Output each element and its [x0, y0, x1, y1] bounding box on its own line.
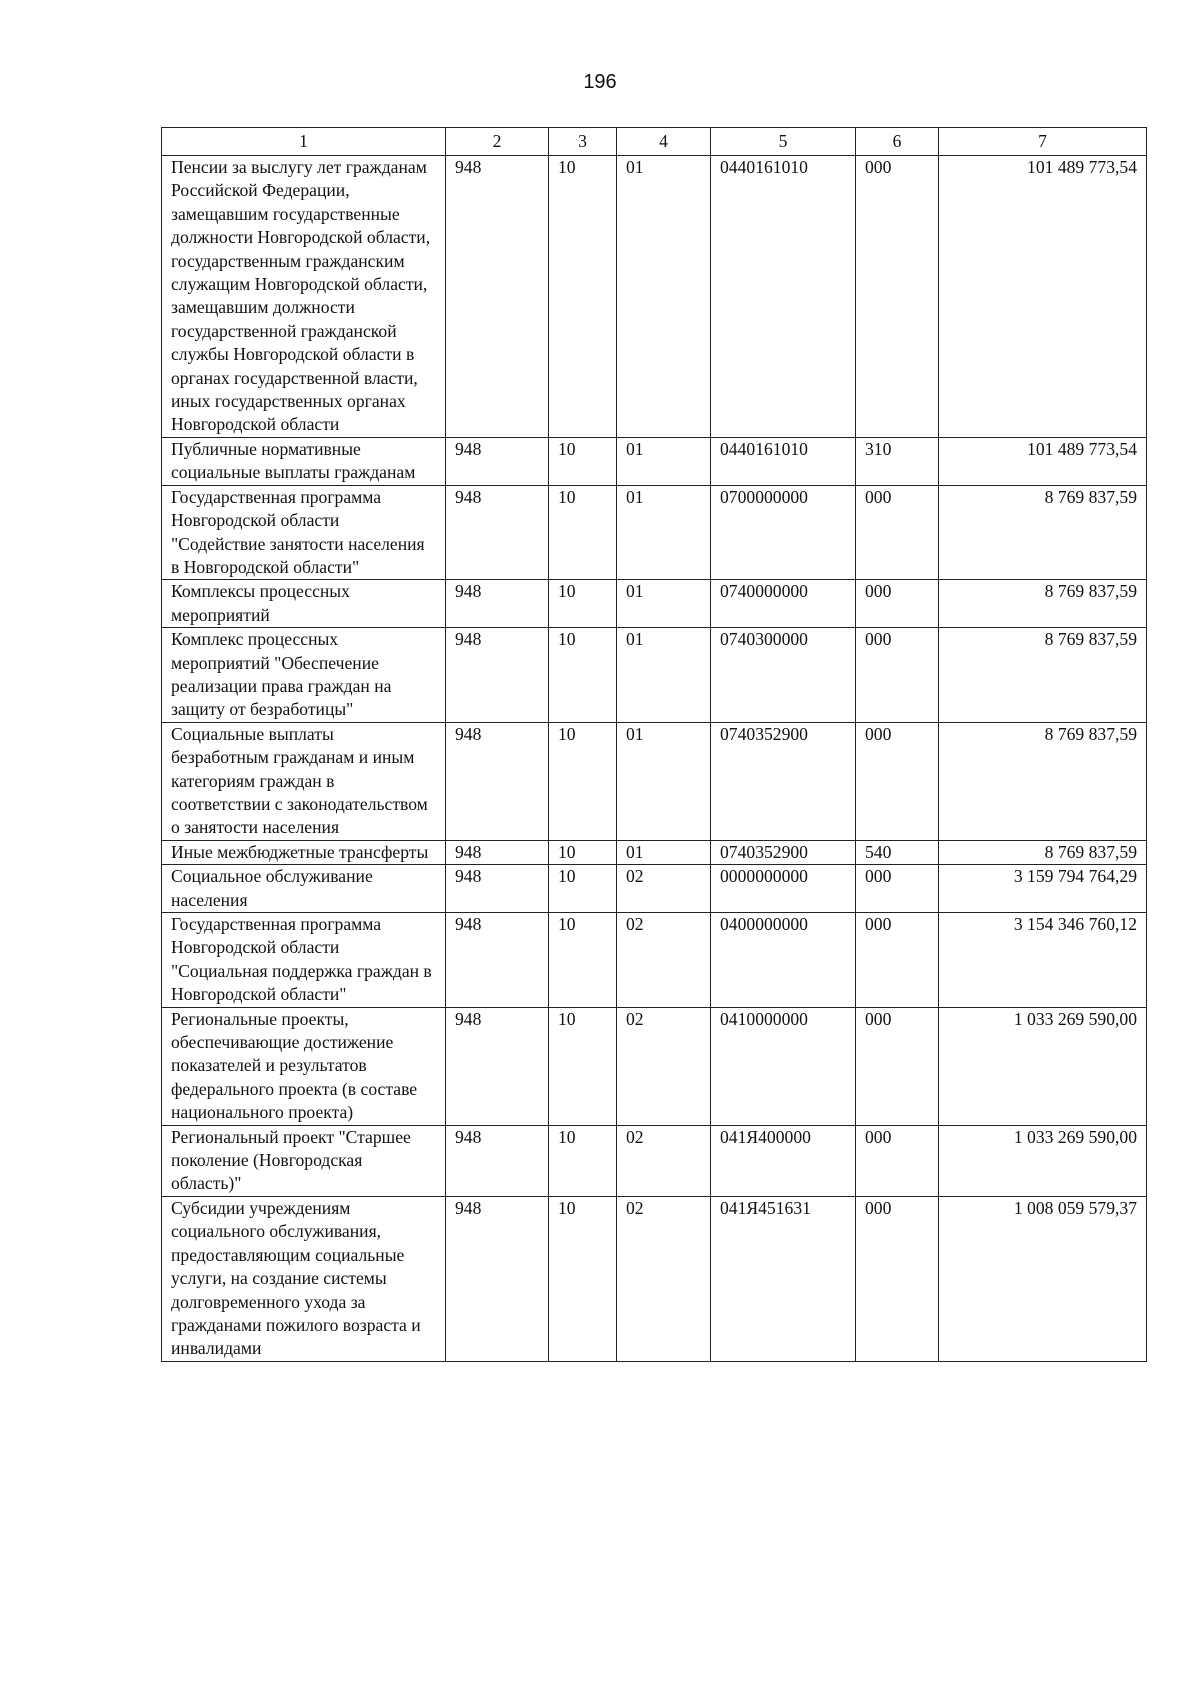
row-target-code: 0740300000: [711, 628, 856, 723]
table-row: [162, 628, 1147, 723]
row-target-code: 0000000000: [711, 865, 856, 913]
row-amount: 8 769 837,59: [939, 485, 1147, 580]
row-expense-type: 000: [856, 485, 939, 580]
row-admin-code: 948: [446, 628, 549, 723]
row-expense-type: 000: [856, 156, 939, 438]
header-cell: 3: [549, 128, 617, 156]
row-amount: 8 769 837,59: [939, 628, 1147, 723]
header-cell: 4: [617, 128, 711, 156]
row-subsection-code: 02: [617, 865, 711, 913]
row-admin-code: 948: [446, 722, 549, 840]
row-subsection-code: 01: [617, 628, 711, 723]
row-subsection-code: 01: [617, 485, 711, 580]
row-amount: 8 769 837,59: [939, 580, 1147, 628]
table-row: [162, 913, 1147, 1008]
row-admin-code: 948: [446, 840, 549, 864]
row-name: Региональные проекты, обеспечивающие достижение показателей и результатов федерального проекта (в составе национального проекта): [162, 1007, 446, 1125]
row-target-code: 041Я400000: [711, 1125, 856, 1196]
row-section-code: 10: [549, 1196, 617, 1361]
row-admin-code: 948: [446, 1007, 549, 1125]
table-row: [162, 485, 1147, 580]
row-subsection-code: 02: [617, 1125, 711, 1196]
row-expense-type: 000: [856, 865, 939, 913]
row-subsection-code: 02: [617, 913, 711, 1008]
row-expense-type: 000: [856, 1196, 939, 1361]
row-expense-type: 000: [856, 913, 939, 1008]
row-section-code: 10: [549, 722, 617, 840]
header-cell: 7: [939, 128, 1147, 156]
header-cell: 2: [446, 128, 549, 156]
table-row: [162, 1007, 1147, 1125]
row-admin-code: 948: [446, 437, 549, 485]
row-admin-code: 948: [446, 865, 549, 913]
row-admin-code: 948: [446, 1196, 549, 1361]
row-target-code: 0440161010: [711, 437, 856, 485]
table-header: [162, 128, 1147, 156]
row-expense-type: 000: [856, 580, 939, 628]
header-cell: 6: [856, 128, 939, 156]
row-admin-code: 948: [446, 156, 549, 438]
row-target-code: 0440161010: [711, 156, 856, 438]
row-expense-type: 000: [856, 1007, 939, 1125]
row-expense-type: 000: [856, 1125, 939, 1196]
row-section-code: 10: [549, 865, 617, 913]
page-number: 196: [583, 71, 617, 93]
row-name: Публичные нормативные социальные выплаты гражданам: [162, 437, 446, 485]
row-admin-code: 948: [446, 580, 549, 628]
row-subsection-code: 01: [617, 722, 711, 840]
row-admin-code: 948: [446, 485, 549, 580]
row-target-code: 0400000000: [711, 913, 856, 1008]
table-row: [162, 156, 1147, 438]
row-target-code: 0740000000: [711, 580, 856, 628]
header-row: [162, 128, 1147, 156]
row-name: Государственная программа Новгородской области "Социальная поддержка граждан в Новгородской области": [162, 913, 446, 1008]
row-section-code: 10: [549, 628, 617, 723]
row-target-code: 0700000000: [711, 485, 856, 580]
table-row: [162, 580, 1147, 628]
row-section-code: 10: [549, 580, 617, 628]
row-name: Иные межбюджетные трансферты: [162, 840, 446, 864]
row-amount: 1 033 269 590,00: [939, 1125, 1147, 1196]
header-cell: 5: [711, 128, 856, 156]
row-name: Комплексы процессных мероприятий: [162, 580, 446, 628]
row-name: Государственная программа Новгородской области "Содействие занятости населения в Новгородской области": [162, 485, 446, 580]
row-name: Пенсии за выслугу лет гражданам Российской Федерации, замещавшим государственные должности Новгородской области, государственным гражданским служащим Новгородской области, замещавшим должности государственной гражданской службы Новгородской области в органах государственной власти, иных государственных органах Новгородской области: [162, 156, 446, 438]
header-cell: 1: [162, 128, 446, 156]
row-section-code: 10: [549, 913, 617, 1008]
row-target-code: 0740352900: [711, 722, 856, 840]
budget-table: [161, 127, 1147, 1362]
row-expense-type: 000: [856, 722, 939, 840]
row-name: Региональный проект "Старшее поколение (Новгородская область)": [162, 1125, 446, 1196]
row-section-code: 10: [549, 1007, 617, 1125]
row-subsection-code: 01: [617, 156, 711, 438]
table-row: [162, 437, 1147, 485]
row-expense-type: 540: [856, 840, 939, 864]
row-amount: 3 159 794 764,29: [939, 865, 1147, 913]
row-subsection-code: 01: [617, 580, 711, 628]
row-amount: 1 008 059 579,37: [939, 1196, 1147, 1361]
table-body: [162, 156, 1147, 1362]
row-expense-type: 310: [856, 437, 939, 485]
table-row: [162, 722, 1147, 840]
row-admin-code: 948: [446, 1125, 549, 1196]
row-subsection-code: 01: [617, 437, 711, 485]
table-row: [162, 1125, 1147, 1196]
row-amount: 8 769 837,59: [939, 840, 1147, 864]
row-admin-code: 948: [446, 913, 549, 1008]
row-name: Социальные выплаты безработным гражданам и иным категориям граждан в соответствии с законодательством о занятости населения: [162, 722, 446, 840]
row-section-code: 10: [549, 840, 617, 864]
row-target-code: 0740352900: [711, 840, 856, 864]
row-subsection-code: 01: [617, 840, 711, 864]
table-row: [162, 1196, 1147, 1361]
row-section-code: 10: [549, 1125, 617, 1196]
row-expense-type: 000: [856, 628, 939, 723]
row-amount: 101 489 773,54: [939, 156, 1147, 438]
row-amount: 3 154 346 760,12: [939, 913, 1147, 1008]
row-amount: 8 769 837,59: [939, 722, 1147, 840]
table-row: [162, 840, 1147, 864]
row-amount: 1 033 269 590,00: [939, 1007, 1147, 1125]
row-subsection-code: 02: [617, 1007, 711, 1125]
row-section-code: 10: [549, 437, 617, 485]
row-target-code: 0410000000: [711, 1007, 856, 1125]
row-name: Комплекс процессных мероприятий "Обеспечение реализации права граждан на защиту от безработицы": [162, 628, 446, 723]
row-section-code: 10: [549, 485, 617, 580]
row-amount: 101 489 773,54: [939, 437, 1147, 485]
row-target-code: 041Я451631: [711, 1196, 856, 1361]
row-name: Субсидии учреждениям социального обслуживания, предоставляющим социальные услуги, на создание системы долговременного ухода за гражданами пожилого возраста и инвалидами: [162, 1196, 446, 1361]
row-section-code: 10: [549, 156, 617, 438]
row-name: Социальное обслуживание населения: [162, 865, 446, 913]
row-subsection-code: 02: [617, 1196, 711, 1361]
table-row: [162, 865, 1147, 913]
